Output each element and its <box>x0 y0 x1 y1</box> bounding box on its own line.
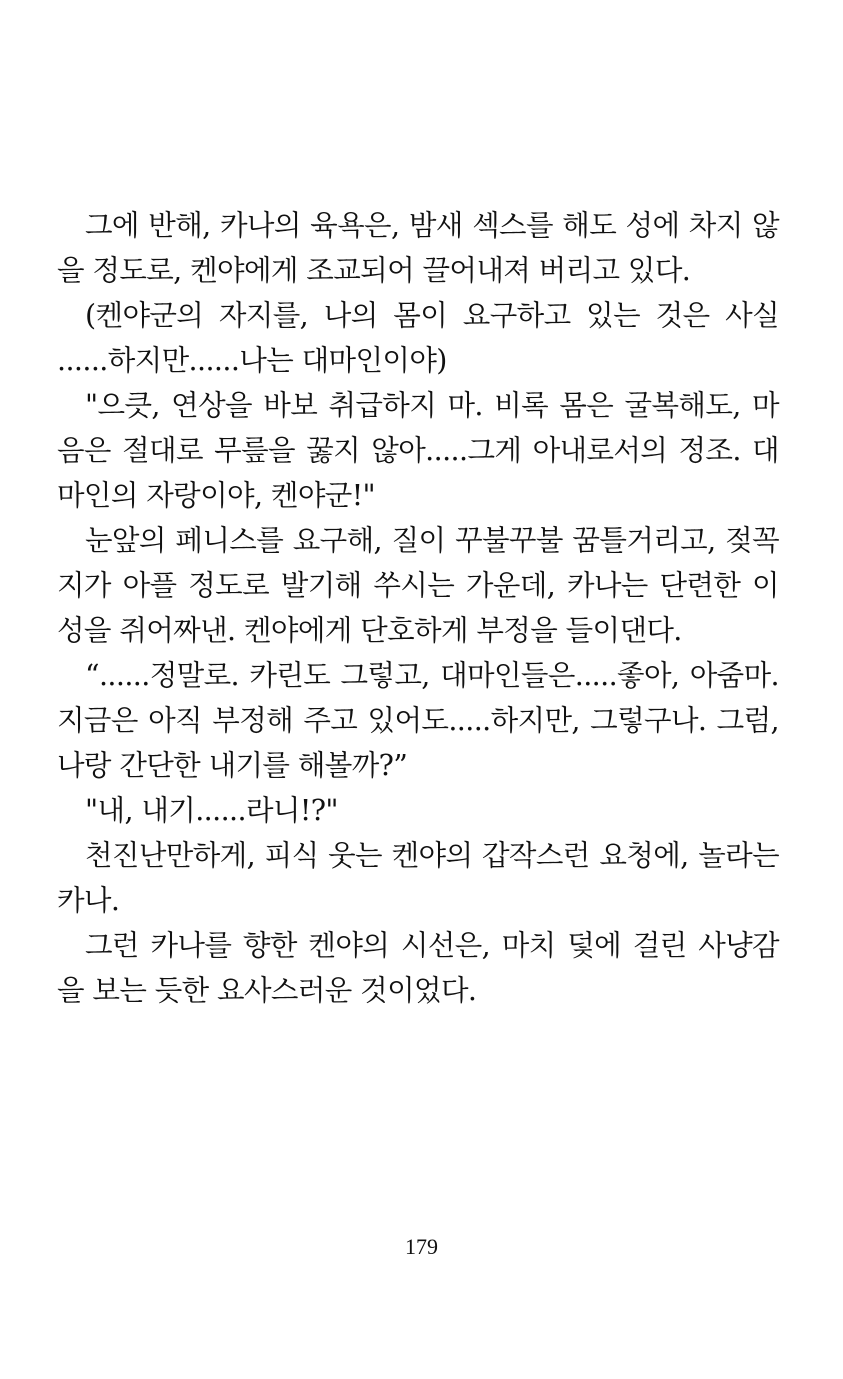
paragraph: (켄야군의 자지를, 나의 몸이 요구하고 있는 것은 사실 ......하지만......나는 대마인이야) <box>57 299 779 377</box>
paragraph: 그에 반해, 카나의 육욕은, 밤새 섹스를 해도 성에 차지 않을 정도로, 켄야에게 조교되어 끌어내져 버리고 있다. <box>57 209 779 287</box>
body-text <box>57 203 779 1013</box>
paragraph: "으큿, 연상을 바보 취급하지 마. 비록 몸은 굴복해도, 마음은 절대로 무릎을 꿇지 않아.....그게 아내로서의 정조. 대마인의 자랑이야, 켄야군!" <box>57 389 779 512</box>
paragraph: 그런 카나를 향한 켄야의 시선은, 마치 덫에 걸린 사냥감을 보는 듯한 요사스러운 것이었다. <box>57 929 779 1007</box>
paragraph: “......정말로. 카린도 그렇고, 대마인들은.....좋아, 아줌마. 지금은 아직 부정해 주고 있어도.....하지만, 그렇구나. 그럼, 나랑 간단한 내기를 해볼까?” <box>57 659 779 782</box>
paragraph: 눈앞의 페니스를 요구해, 질이 꾸불꾸불 꿈틀거리고, 젖꼭지가 아플 정도로 발기해 쑤시는 가운데, 카나는 단련한 이성을 쥐어짜낸. 켄야에게 단호하게 부정을 들이댄다. <box>57 524 779 647</box>
paragraph: 천진난만하게, 피식 웃는 켄야의 갑작스런 요청에, 놀라는 카나. <box>57 839 779 917</box>
paragraph: "내, 내기......라니!?" <box>85 794 338 827</box>
page-number: 179 <box>405 1234 438 1259</box>
